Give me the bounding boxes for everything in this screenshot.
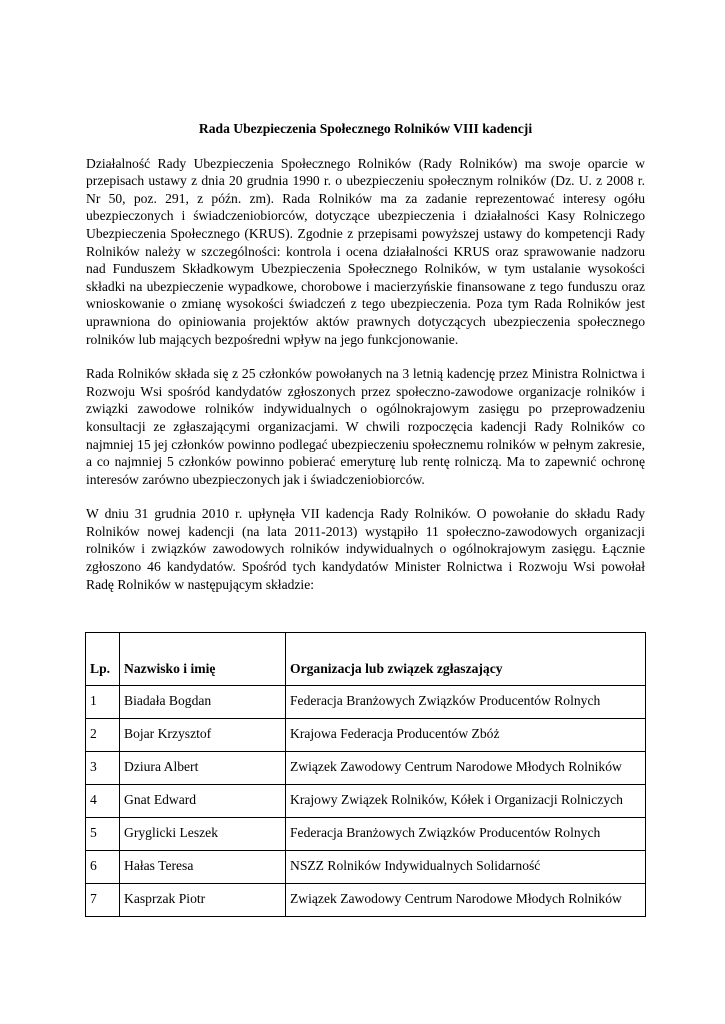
document-title: Rada Ubezpieczenia Społecznego Rolników VIII kadencji [198,121,533,136]
table-row [86,686,646,719]
cell-lp: 6 [86,851,120,884]
paragraph-composition: Rada Rolników składa się z 25 członków powołanych na 3 letnią kadencję przez Ministra Rolnictwa i Rozwoju Wsi spośród kandydatów zgłoszonych przez społeczno-zawodowe organizacje rolników i związki zawodowe rolników indywidualnych o ogólnokrajowym zasięgu po przeprowadzeniu konsultacji ze zgłaszającymi organizacjami. W chwili rozpoczęcia kadencji Rady Rolników co najmniej 15 jej członków powinno podlegać ubezpieczeniu społecznemu rolników w pełnym zakresie, a co najmniej 5 członków powinno pobierać emeryturę lub rentę rolniczą. Ma to zapewnić ochronę interesów zarówno ubezpieczonych jak i świadczeniobiorców. [86,366,645,487]
cell-name: Kasprzak Piotr [120,884,286,917]
cell-organization: Krajowa Federacja Producentów Zbóż [286,719,646,752]
cell-organization: Związek Zawodowy Centrum Narodowe Młodych Rolników [286,752,646,785]
cell-lp: 2 [86,719,120,752]
cell-name: Dziura Albert [120,752,286,785]
cell-organization: NSZZ Rolników Indywidualnych Solidarność [286,851,646,884]
header-organization: Organizacja lub związek zgłaszający [286,633,646,686]
table-row [86,719,646,752]
table-row [86,851,646,884]
cell-organization: Federacja Branżowych Związków Producentów Rolnych [286,686,646,719]
paragraph-intro: Działalność Rady Ubezpieczenia Społecznego Rolników (Rady Rolników) ma swoje oparcie w przepisach ustawy z dnia 20 grudnia 1990 r. o ubezpieczeniu społecznym rolników (Dz. U. z 2008 r. Nr 50, poz. 291, z późn. zm). Rada Rolników ma za zadanie reprezentować interesy ogółu ubezpieczonych i świadczeniobiorców, dotyczące ubezpieczenia i działalności Kasy Rolniczego Ubezpieczenia Społecznego (KRUS). Zgodnie z przepisami powyższej ustawy do kompetencji Rady Rolników należy w szczególności: kontrola i ocena działalności KRUS oraz sprawowanie nadzoru nad Funduszem Składkowym Ubezpieczenia Społecznego Rolników, w tym ustalanie wysokości składki na ubezpieczenie wypadkowe, chorobowe i macierzyńskie finansowane z tego funduszu oraz wnioskowanie o zmianę wysokości świadczeń z tego ubezpieczenia. Poza tym Rada Rolników jest uprawniona do opiniowania projektów aktów prawnych dotyczących ubezpieczenia społecznego rolników lub mających bezpośredni wpływ na jego funkcjonowanie. [86,155,645,347]
cell-lp: 5 [86,818,120,851]
table-row [86,785,646,818]
header-lp: Lp. [86,633,120,686]
header-name: Nazwisko i imię [120,633,286,686]
cell-organization: Związek Zawodowy Centrum Narodowe Młodych Rolników [286,884,646,917]
members-table [85,632,646,917]
cell-name: Hałas Teresa [120,851,286,884]
cell-name: Bojar Krzysztof [120,719,286,752]
cell-name: Gryglicki Leszek [120,818,286,851]
table-header-row [86,633,646,686]
table-row [86,752,646,785]
table-row [86,818,646,851]
cell-lp: 7 [86,884,120,917]
cell-name: Gnat Edward [120,785,286,818]
cell-lp: 1 [86,686,120,719]
cell-lp: 3 [86,752,120,785]
cell-organization: Krajowy Związek Rolników, Kółek i Organizacji Rolniczych [286,785,646,818]
cell-organization: Federacja Branżowych Związków Producentów Rolnych [286,818,646,851]
paragraph-appointment: W dniu 31 grudnia 2010 r. upłynęła VII kadencja Rady Rolników. O powołanie do składu Rady Rolników nowej kadencji (na lata 2011-2013) wystąpiło 11 społeczno-zawodowych organizacji rolników i związków zawodowych rolników indywidualnych o ogólnokrajowym zasięgu. Łącznie zgłoszono 46 kandydatów. Spośród tych kandydatów Minister Rolnictwa i Rozwoju Wsi powołał Radę Rolników w następującym składzie: [86,506,645,592]
cell-lp: 4 [86,785,120,818]
table-row [86,884,646,917]
document-body [86,120,645,610]
cell-name: Biadała Bogdan [120,686,286,719]
